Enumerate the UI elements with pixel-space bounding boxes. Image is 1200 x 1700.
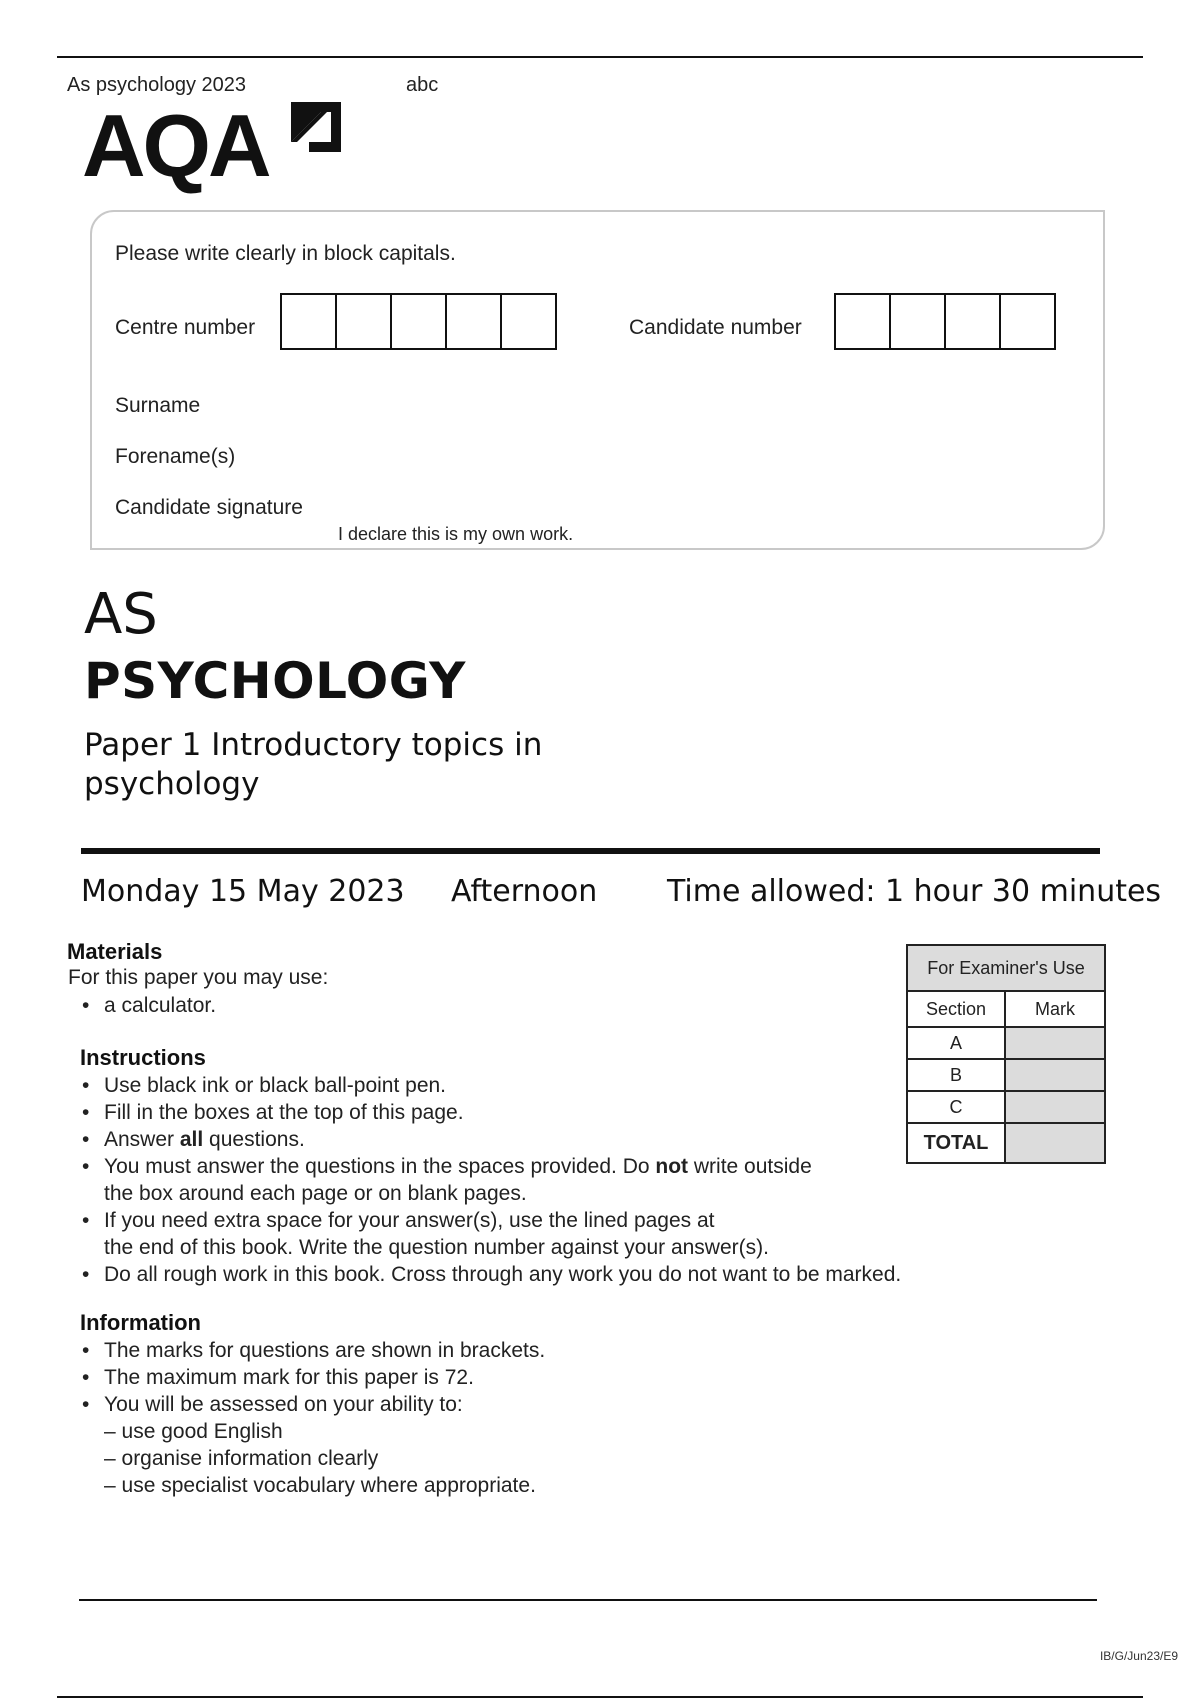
instruction-text: questions.	[203, 1128, 305, 1151]
bottom-divider	[79, 1599, 1097, 1601]
candidate-number-label: Candidate number	[629, 316, 802, 339]
subject-title: PSYCHOLOGY	[84, 652, 466, 710]
instruction-text: Answer	[104, 1128, 180, 1151]
page-bottom-rule	[57, 1696, 1143, 1698]
mark-cell[interactable]	[1005, 1027, 1105, 1059]
forenames-label: Forename(s)	[115, 445, 236, 468]
information-list	[80, 1337, 980, 1499]
header-label: As psychology 2023	[67, 74, 247, 96]
centre-digit-box[interactable]	[445, 293, 502, 350]
mark-column-header: Mark	[1005, 991, 1105, 1027]
candidate-digit-box[interactable]	[889, 293, 946, 350]
candidate-digit-box[interactable]	[999, 293, 1056, 350]
instruction-continuation: the box around each page or on blank pages.	[104, 1182, 527, 1205]
candidate-digit-box[interactable]	[834, 293, 891, 350]
sub-item: – organise information clearly	[104, 1447, 379, 1470]
signature-label: Candidate signature	[115, 496, 303, 519]
list-item: • The maximum mark for this paper is 72.	[80, 1364, 980, 1391]
materials-intro: For this paper you may use:	[68, 966, 329, 989]
instructions-heading: Instructions	[80, 1045, 206, 1070]
title-divider	[81, 848, 1100, 854]
section-cell: A	[907, 1027, 1005, 1059]
list-item: • Do all rough work in this book. Cross through any work you do not want to be marked.	[80, 1261, 1000, 1288]
instruction-continuation: the end of this book. Write the question number against your answer(s).	[104, 1236, 769, 1259]
list-item: • Use black ink or black ball-point pen.	[80, 1072, 1000, 1099]
centre-number-label: Centre number	[115, 316, 256, 339]
centre-number-boxes[interactable]	[280, 293, 557, 350]
list-item	[80, 1126, 1000, 1153]
list-item	[80, 1153, 1000, 1207]
instruction-text: You must answer the questions in the spaces provided. Do	[104, 1155, 656, 1178]
sub-item: – use specialist vocabulary where appropriate.	[104, 1474, 536, 1497]
candidate-digit-box[interactable]	[944, 293, 1001, 350]
list-item	[80, 1391, 980, 1499]
instruction-text: • If you need extra space for your answer(s), use the lined pages at	[104, 1209, 715, 1232]
top-rule	[57, 56, 1143, 58]
information-heading: Information	[80, 1310, 201, 1335]
declaration-text: I declare this is my own work.	[338, 524, 574, 544]
total-label: TOTAL	[907, 1123, 1005, 1163]
emphasis-text: not	[655, 1155, 689, 1178]
list-item	[80, 1207, 1000, 1261]
instructions-list	[80, 1072, 1000, 1288]
emphasis-text: all	[179, 1128, 204, 1151]
paper-title: Paper 1 Introductory topics in psychology	[84, 727, 543, 802]
materials-heading: Materials	[67, 939, 163, 964]
centre-digit-box[interactable]	[390, 293, 447, 350]
examiner-table-title: For Examiner's Use	[907, 945, 1105, 991]
logo-text: AQA	[82, 96, 269, 195]
centre-digit-box[interactable]	[280, 293, 337, 350]
candidate-number-boxes[interactable]	[834, 293, 1056, 350]
footer-code: IB/G/Jun23/E9	[1099, 1649, 1178, 1663]
exam-session: Afternoon	[451, 874, 598, 909]
sub-item: – use good English	[104, 1420, 283, 1443]
aqa-logo	[82, 94, 352, 194]
header-note: abc	[406, 74, 439, 96]
logo-mark-icon	[287, 98, 345, 156]
section-cell: C	[907, 1091, 1005, 1123]
time-allowed: Time allowed: 1 hour 30 minutes	[667, 874, 1162, 909]
mark-cell[interactable]	[1005, 1059, 1105, 1091]
list-item: • a calculator.	[80, 992, 216, 1019]
list-item: • Fill in the boxes at the top of this page.	[80, 1099, 1000, 1126]
centre-digit-box[interactable]	[500, 293, 557, 350]
level-title: AS	[84, 582, 158, 647]
examiner-use-table	[906, 944, 1106, 1164]
instruction-text: write outside	[688, 1155, 812, 1178]
exam-date: Monday 15 May 2023	[81, 874, 405, 909]
materials-list	[80, 992, 216, 1019]
section-cell: B	[907, 1059, 1005, 1091]
information-text: • You will be assessed on your ability to:	[104, 1393, 463, 1416]
list-item: • The marks for questions are shown in brackets.	[80, 1337, 980, 1364]
mark-cell[interactable]	[1005, 1091, 1105, 1123]
total-mark-cell[interactable]	[1005, 1123, 1105, 1163]
surname-label: Surname	[115, 394, 201, 417]
centre-digit-box[interactable]	[335, 293, 392, 350]
block-capitals-instruction: Please write clearly in block capitals.	[115, 242, 456, 265]
section-column-header: Section	[907, 991, 1005, 1027]
